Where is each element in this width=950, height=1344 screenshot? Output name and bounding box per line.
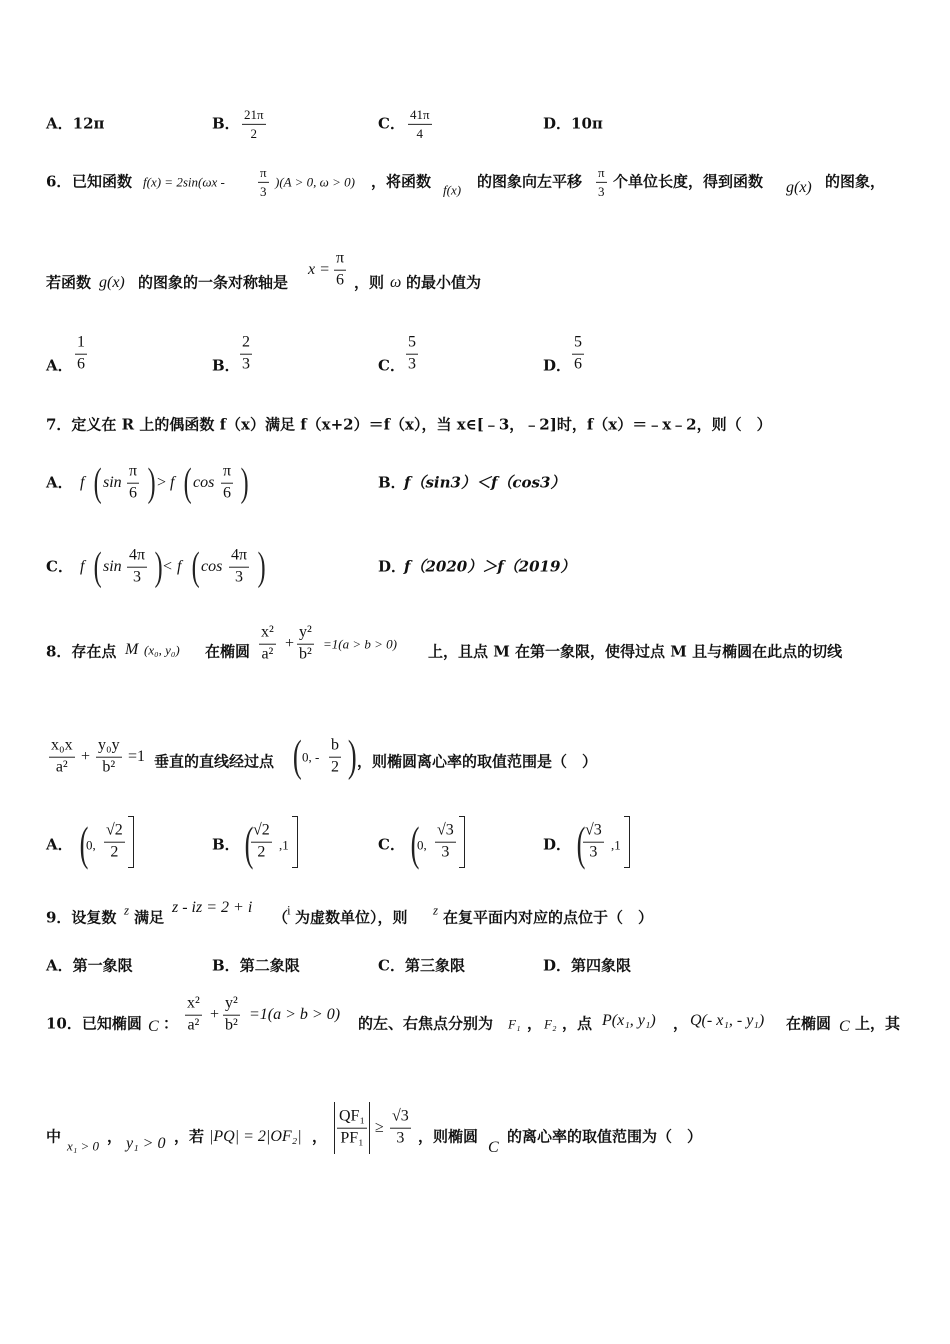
q10-abs-bar-left bbox=[334, 1102, 335, 1154]
q7-c-sin: sin bbox=[103, 558, 122, 575]
q6-omega: ω bbox=[390, 274, 402, 291]
q10-c: C bbox=[148, 1018, 159, 1035]
q9-z: z bbox=[433, 902, 439, 918]
q6-number: 6． bbox=[46, 172, 72, 191]
q7-a-paren-open: ( bbox=[93, 459, 102, 505]
q10-abs-bar-right bbox=[369, 1102, 370, 1154]
q6-fx: f(x) bbox=[443, 182, 462, 198]
q10-text: 10．已知椭圆 bbox=[46, 1014, 142, 1033]
q8-plus: + bbox=[285, 635, 295, 652]
q9-option-b: B．第二象限 bbox=[212, 956, 300, 975]
q8-option-c-fraction: $\frac{√3}{3}$ bbox=[437, 821, 454, 861]
q10-geq: ≥ bbox=[375, 1119, 384, 1136]
q7-c-f: f bbox=[177, 558, 182, 575]
q8-point-m: M bbox=[125, 641, 139, 658]
q8-option-d-label: D． bbox=[543, 835, 572, 854]
q8-text: ，则椭圆离心率的取值范围是（ ） bbox=[357, 752, 598, 771]
q7-c-f: f bbox=[80, 558, 85, 575]
q8-option-b-open: ( bbox=[244, 817, 254, 871]
q7-a-operator: > bbox=[157, 474, 167, 491]
q9-option-d: D．第四象限 bbox=[543, 956, 632, 975]
q6-axis-fraction: $\frac{\pi}{6}$ bbox=[336, 249, 345, 289]
q8-point-left: 0, - bbox=[302, 749, 320, 765]
q7-c-operator: < bbox=[163, 558, 173, 575]
q7-a-paren-open: ( bbox=[183, 459, 192, 505]
q10-ellipse-y-term: $\frac{\text{y²}}{\text{b²}}$ bbox=[225, 994, 238, 1034]
q7-option-b: f（sin3）＜f（cos3） bbox=[404, 473, 566, 492]
q6-text: 已知函数 bbox=[72, 172, 133, 191]
q9-text: 9．设复数 bbox=[46, 908, 117, 927]
q6-option-d-fraction: $\frac{5}{6}$ bbox=[574, 333, 582, 373]
q6-option-c-fraction: $\frac{5}{3}$ bbox=[408, 333, 416, 373]
q8-option-b-close bbox=[292, 816, 298, 868]
q6-gx: g(x) bbox=[99, 274, 125, 291]
q7-a-f: f bbox=[170, 474, 175, 491]
q5-option-d: D．10π bbox=[543, 114, 603, 133]
q6-text: 的图象的一条对称轴是 bbox=[138, 273, 289, 292]
q6-option-b-fraction: $\frac{2}{3}$ bbox=[242, 333, 250, 373]
q7-c-fraction-2: $\frac{4\pi}{3}$ bbox=[231, 546, 248, 586]
q10-bound-fraction: $\frac{√3}{3}$ bbox=[392, 1107, 409, 1147]
q10-condition-y: y₁ > 0 bbox=[126, 1135, 166, 1152]
q10-text: ： bbox=[163, 1014, 179, 1033]
q6-text: 的最小值为 bbox=[406, 273, 482, 292]
q8-option-c-open: ( bbox=[410, 817, 420, 871]
q7-a-fraction-1: $\frac{\pi}{6}$ bbox=[129, 462, 138, 502]
q10-text: ，点 bbox=[562, 1014, 593, 1033]
q8-option-a-fraction: $\frac{√2}{2}$ bbox=[106, 821, 123, 861]
q8-option-a-label: A． bbox=[46, 835, 73, 854]
q10-text: 在椭圆 bbox=[786, 1014, 832, 1033]
q5-option-b-fraction: $\frac{21\pi}{2}$ bbox=[244, 106, 264, 141]
q7-c-paren-close: ) bbox=[257, 543, 266, 589]
q6-text: 的图象向左平移 bbox=[477, 172, 583, 191]
q10-ellipse-condition: =1(a > b > 0) bbox=[249, 1006, 341, 1023]
q9-text: 为虚数单位），则 bbox=[295, 908, 408, 927]
q9-text: 在复平面内对应的点位于（ ） bbox=[443, 908, 654, 927]
q10-text: ，若 bbox=[174, 1127, 205, 1146]
q8-text: 在椭圆 bbox=[205, 642, 251, 661]
q10-text: ， bbox=[673, 1014, 689, 1033]
q9-option-c: C．第三象限 bbox=[378, 956, 465, 975]
q10-c: C bbox=[488, 1139, 499, 1156]
q8-option-b-post: ,1 bbox=[279, 837, 289, 853]
q6-text: 个单位长度，得到函数 bbox=[613, 172, 764, 191]
q7-option-a-label: A． bbox=[46, 473, 73, 492]
q7-option-d: f（2020）＞f（2019） bbox=[404, 557, 576, 576]
q8-option-d-close bbox=[624, 816, 630, 868]
q6-option-c-label: C． bbox=[378, 356, 405, 375]
q8-point-coords: (x₀, y₀) bbox=[144, 642, 180, 658]
q5-option-c-fraction: $\frac{41\pi}{4}$ bbox=[410, 106, 430, 141]
q6-text: 若函数 bbox=[46, 273, 92, 292]
q8-ellipse-condition: =1(a > b > 0) bbox=[323, 636, 397, 652]
q8-point-paren-close: ) bbox=[347, 731, 357, 781]
q8-option-a-pre: 0, bbox=[86, 837, 96, 853]
q7-a-cos: cos bbox=[193, 474, 215, 491]
q7-option-b-label: B． bbox=[378, 473, 406, 492]
q5-option-a: A．12π bbox=[46, 114, 105, 133]
q8-option-a-open: ( bbox=[79, 817, 89, 871]
q8-ellipse-x-term: $\frac{\text{x²}}{\text{a²}}$ bbox=[261, 623, 274, 663]
q8-point-paren-open: ( bbox=[292, 731, 302, 781]
q8-text: 垂直的直线经过点 bbox=[154, 752, 275, 771]
q9-i: i bbox=[287, 902, 291, 918]
q10-text: 上，其 bbox=[855, 1014, 901, 1033]
q8-option-d-open: ( bbox=[576, 817, 586, 871]
q10-text: ， bbox=[312, 1127, 328, 1146]
q10-condition-x: x₁ > 0 bbox=[67, 1138, 100, 1154]
q7-option-c-label: C． bbox=[46, 557, 73, 576]
q8-option-d-post: ,1 bbox=[611, 837, 621, 853]
q6-gx: g(x) bbox=[786, 179, 812, 196]
q6-option-a-fraction: $\frac{1}{6}$ bbox=[77, 333, 85, 373]
q8-tangent-x-term: $\frac{\text{x₀x}}{\text{a²}}$ bbox=[51, 736, 73, 776]
q10-text: ，则椭圆 bbox=[418, 1127, 479, 1146]
q7-c-cos: cos bbox=[201, 558, 223, 575]
q10-text: 的离心率的取值范围为（ ） bbox=[507, 1127, 703, 1146]
q8-option-b-fraction: $\frac{√2}{2}$ bbox=[253, 821, 270, 861]
q7-a-paren-close: ) bbox=[147, 459, 156, 505]
q6-option-a-label: A． bbox=[46, 356, 73, 375]
q8-tangent-y-term: $\frac{\text{y₀y}}{\text{b²}}$ bbox=[98, 736, 120, 776]
q9-text: 满足 bbox=[134, 908, 165, 927]
q8-option-b-label: B． bbox=[212, 835, 240, 854]
q7-a-paren-close: ) bbox=[240, 459, 249, 505]
q7-option-d-label: D． bbox=[378, 557, 407, 576]
q8-option-c-label: C． bbox=[378, 835, 405, 854]
q5-option-b-label: B． bbox=[212, 114, 240, 133]
q8-tangent-eq: =1 bbox=[128, 748, 146, 765]
q8-text: 上，且点 M 在第一象限，使得过点 M 且与椭圆在此点的切线 bbox=[428, 642, 843, 661]
q6-option-d-label: D． bbox=[543, 356, 572, 375]
q7-a-fraction-2: $\frac{\pi}{6}$ bbox=[223, 462, 232, 502]
q10-text: ， bbox=[107, 1127, 123, 1146]
q6-option-b-label: B． bbox=[212, 356, 240, 375]
q6-text: ，将函数 bbox=[371, 172, 432, 191]
q8-option-c-close bbox=[459, 816, 465, 868]
q8-text: 8．存在点 bbox=[46, 642, 117, 661]
q7-a-f: f bbox=[80, 474, 85, 491]
q9-z: z bbox=[124, 902, 130, 918]
q9-equation: z - iz = 2 + i bbox=[172, 899, 253, 916]
q6-axis-x: x = bbox=[308, 261, 330, 278]
q7-c-paren-open: ( bbox=[93, 543, 102, 589]
q10-text: 中 bbox=[46, 1127, 62, 1146]
q7-c-paren-open: ( bbox=[191, 543, 200, 589]
q7-a-sin: sin bbox=[103, 474, 122, 491]
q6-text: 的图象， bbox=[825, 172, 886, 191]
q10-point-q: Q(- x₁, - y₁) bbox=[690, 1012, 765, 1029]
q10-c: C bbox=[839, 1018, 850, 1035]
q8-tangent-plus: + bbox=[81, 748, 91, 765]
q10-plus: + bbox=[210, 1006, 220, 1023]
q8-option-a-close bbox=[128, 816, 134, 868]
q7-stem: 7．定义在 R 上的偶函数 f（x）满足 f（x+2）＝f（x），当 x∈[﹣3，﹣2]时，f（x）＝﹣x﹣2，则（ ） bbox=[46, 415, 772, 434]
q10-f1: F₁ bbox=[508, 1016, 521, 1032]
q10-ellipse-x-term: $\frac{\text{x²}}{\text{a²}}$ bbox=[187, 994, 200, 1034]
q8-ellipse-y-term: $\frac{\text{y²}}{\text{b²}}$ bbox=[299, 623, 312, 663]
q10-f2: F₂ bbox=[544, 1016, 557, 1032]
q8-point-fraction: $\frac{b}{2}$ bbox=[331, 736, 339, 776]
q10-pq-equation: |PQ| = 2|OF₂| bbox=[209, 1128, 302, 1145]
q8-option-d-fraction: $\frac{√3}{3}$ bbox=[585, 821, 602, 861]
q6-function-f: f(x) = 2sin(ωx - bbox=[143, 174, 225, 190]
q6-pi-over-3: $\frac{\pi}{3}$ bbox=[260, 164, 267, 199]
q10-text: ， bbox=[527, 1014, 543, 1033]
q10-text: 的左、右焦点分别为 bbox=[358, 1014, 494, 1033]
q6-shift-fraction: $\frac{\pi}{3}$ bbox=[598, 164, 605, 199]
q8-option-c-pre: 0, bbox=[417, 837, 427, 853]
q6-text: ，则 bbox=[354, 273, 385, 292]
q10-point-p: P(x₁, y₁) bbox=[602, 1012, 656, 1029]
q5-option-c-label: C． bbox=[378, 114, 405, 133]
q9-option-a: A．第一象限 bbox=[46, 956, 133, 975]
q7-c-fraction-1: $\frac{4\pi}{3}$ bbox=[129, 546, 146, 586]
q7-c-paren-close: ) bbox=[154, 543, 163, 589]
q9-text: （ bbox=[273, 908, 289, 927]
q6-function-f-cond: )(A > 0, ω > 0) bbox=[275, 174, 355, 190]
q10-ratio-fraction: $\frac{\text{QF₁}}{\text{PF₁}}$ bbox=[339, 1107, 366, 1147]
